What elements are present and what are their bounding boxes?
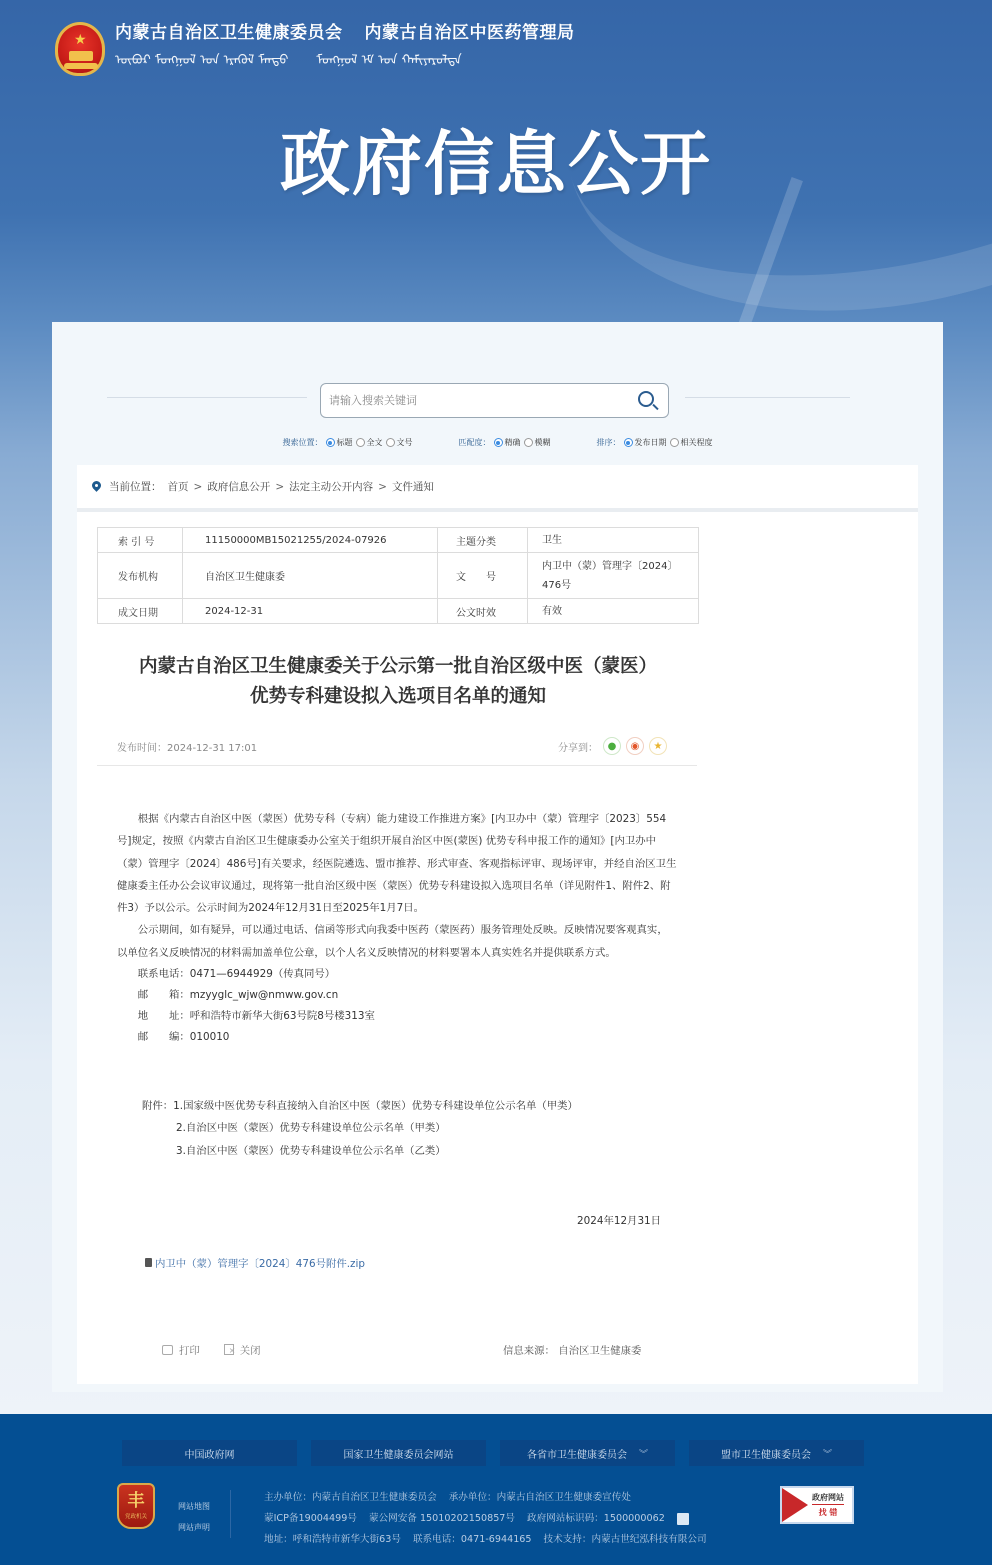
footer-dropdown-provinces[interactable]: 各省市卫生健康委员会 ︾ xyxy=(500,1440,675,1466)
meta-value-doc-number: 内卫中（蒙）管理字〔2024〕476号 xyxy=(528,553,699,599)
table-row xyxy=(98,553,699,599)
paragraph: 公示期间，如有疑异，可以通过电话、信函等形式向我委中医药（蒙医药）服务管理处反映。反映情况要客观真实，以单位名义反映情况的材料需加盖单位公章，以个人名义反映情况的材料要署本人真实姓名并提供联系方式。 xyxy=(117,924,668,959)
breadcrumb-gov-info[interactable]: 政府信息公开 xyxy=(207,481,271,493)
breadcrumb: 当前位置： 首页 > 政府信息公开 > 法定主动公开内容 > 文件通知 xyxy=(77,465,918,508)
divider xyxy=(107,397,307,398)
option-label: 搜索位置： xyxy=(282,438,323,447)
meta-value-category: 卫生 xyxy=(528,528,699,553)
contact-info xyxy=(117,964,677,1048)
attachment-item: 1.国家级中医优势专科直接纳入自治区中医（蒙医）优势专科建设单位公示名单（甲类） xyxy=(173,1100,578,1112)
table-row xyxy=(98,599,699,624)
footer-dropdown-leagues[interactable]: 盟市卫生健康委员会 ︾ xyxy=(689,1440,864,1466)
radio-publish-date[interactable]: 发布日期 xyxy=(624,437,667,448)
breadcrumb-statutory[interactable]: 法定主动公开内容 xyxy=(289,481,374,493)
table-row xyxy=(98,528,699,553)
meta-value-validity: 有效 xyxy=(528,599,699,624)
site-brand[interactable] xyxy=(55,22,575,76)
meta-value-publisher: 自治区卫生健康委 xyxy=(183,553,438,599)
org-name-tcm-bureau: 内蒙古自治区中医药管理局 xyxy=(364,23,575,43)
meta-key-publisher: 发布机构 xyxy=(98,553,183,599)
search-box xyxy=(320,383,669,418)
search-input[interactable] xyxy=(329,394,636,407)
radio-title[interactable]: 标题 xyxy=(326,437,353,448)
divider xyxy=(97,765,697,766)
meta-key-date: 成文日期 xyxy=(98,599,183,624)
party-gov-badge-icon[interactable]: 丰 党政机关 xyxy=(117,1483,155,1529)
meta-key-doc-number: 文 号 xyxy=(438,553,528,599)
find-error-button[interactable]: 政府网站 找 错 xyxy=(780,1486,854,1524)
meta-value-index: 11150000MB15021255/2024-07926 xyxy=(183,528,438,553)
sort-group xyxy=(597,437,713,448)
page-heading: 政府信息公开 xyxy=(280,123,712,205)
print-icon xyxy=(162,1345,173,1355)
statement-link[interactable]: 网站声明 xyxy=(178,1523,210,1532)
national-emblem-icon: ★ xyxy=(55,22,105,76)
radio-relevance[interactable]: 相关程度 xyxy=(670,437,713,448)
contact-phone: 联系电话：0471—6944929（传真同号） xyxy=(137,968,336,981)
share-bar xyxy=(558,737,667,755)
meta-key-index: 索 引 号 xyxy=(98,528,183,553)
icp-link[interactable]: 蒙ICP备19004499号 xyxy=(264,1513,357,1524)
breadcrumb-label: 当前位置： xyxy=(109,481,162,493)
attachment-item: 2.自治区中医（蒙医）优势专科建设单位公示名单（甲类） xyxy=(176,1122,446,1135)
radio-doc-number[interactable]: 文号 xyxy=(386,437,413,448)
footer xyxy=(0,1414,992,1565)
article-content xyxy=(77,512,918,1384)
option-label: 排序： xyxy=(596,438,621,447)
location-pin-icon xyxy=(92,481,101,493)
info-source: 信息来源： 自治区卫生健康委 xyxy=(503,1345,642,1357)
meta-value-date: 2024-12-31 xyxy=(183,599,438,624)
article-body xyxy=(117,808,677,1048)
footer-nav xyxy=(122,1440,864,1466)
weibo-icon[interactable]: ◉ xyxy=(626,737,644,755)
breadcrumb-notices[interactable]: 文件通知 xyxy=(391,481,434,493)
option-label: 匹配度： xyxy=(458,438,491,447)
police-record-link[interactable]: 蒙公网安备 15010202150857号 xyxy=(368,1513,516,1524)
close-button[interactable]: × 关闭 xyxy=(224,1342,261,1357)
main-panel xyxy=(52,322,943,1392)
footer-info: 主办单位：内蒙古自治区卫生健康委员会 承办单位：内蒙古自治区卫生健康委宣传处 蒙ICP备19004499号 蒙公网安备 15010202150857号 政府网站标识码：1500000062 地址：呼和浩特市新华大街63号 联系电话：0471-6944165 技术支持：内蒙古世纪泓科技有限公司 xyxy=(264,1492,707,1545)
contact-email: 邮 箱：mzyyglc_wjw@nmww.gov.cn xyxy=(137,989,339,1002)
publish-info-row xyxy=(117,737,667,755)
attachments-list xyxy=(142,1095,578,1162)
signature-date: 2024年12月31日 xyxy=(577,1215,662,1227)
meta-key-validity: 公文时效 xyxy=(438,599,528,624)
org-name-mongolian: ᠦᠪᠦᠷ ᠮᠣᠩᠭᠣᠯ ᠤᠨ ᠡᠷᠡᠭᠦᠯ ᠮᠡᠨᠳᠦ xyxy=(115,53,289,68)
match-group xyxy=(459,437,551,448)
paragraph: 根据《内蒙古自治区中医（蒙医）优势专科（专病）能力建设工作推进方案》[内卫办中（蒙）管理字〔2023〕554号]规定，按照《内蒙古自治区卫生健康委办公室关于组织开展自治区中医(蒙医) 优势专科申报工作的通知》[内卫办中（蒙）管理字〔2024〕486号]有关要求，经医院遴选、盟市推荐、形式审查、客观指标评审、现场评审，并经自治区卫生健康委主任办公会议审议通过，现将第一批自治区级中医（蒙医）优势专科建设拟入选项目名单（详见附件1、附件2、附件3）予以公示。公示时间为2024年12月31日至2025年1月7日。 xyxy=(117,813,677,915)
publish-time: 发布时间：2024-12-31 17:01 xyxy=(117,742,258,754)
close-icon xyxy=(224,1344,234,1355)
document-meta-table xyxy=(97,527,699,624)
radio-fuzzy[interactable]: 模糊 xyxy=(524,437,551,448)
contact-postcode: 邮 编：010010 xyxy=(137,1031,230,1044)
print-button[interactable]: 打印 xyxy=(162,1342,200,1357)
attachment-item: 3.自治区中医（蒙医）优势专科建设单位公示名单（乙类） xyxy=(176,1144,446,1157)
contact-address: 地 址：呼和浩特市新华大街63号院8号楼313室 xyxy=(137,1010,375,1023)
footer-link-nhc[interactable]: 国家卫生健康委员会网站 xyxy=(311,1440,486,1466)
footer-links xyxy=(178,1496,210,1538)
chevron-down-icon: ︾ xyxy=(638,1449,648,1460)
org-name-mongolian: ᠮᠣᠩᠭᠣᠯ ᠡᠮ ᠤᠨ ᠬᠠᠮᠢᠶᠠᠷᠤᠯᠲᠠ xyxy=(316,53,462,68)
divider xyxy=(230,1490,231,1538)
article-title: 内蒙古自治区卫生健康委关于公示第一批自治区级中医（蒙医） 优势专科建设拟入选项目名单的通知 xyxy=(138,656,657,707)
magnifier-flag-icon xyxy=(782,1488,808,1522)
divider xyxy=(685,397,850,398)
search-options xyxy=(52,437,943,448)
zip-file-icon xyxy=(145,1258,152,1267)
attachment-download-link[interactable]: 内卫中（蒙）管理字〔2024〕476号附件.zip xyxy=(145,1255,365,1270)
chevron-down-icon: ︾ xyxy=(822,1449,832,1460)
share-label: 分享到： xyxy=(558,742,598,754)
article-actions xyxy=(162,1342,261,1357)
sitemap-link[interactable]: 网站地图 xyxy=(178,1502,210,1511)
radio-fulltext[interactable]: 全文 xyxy=(356,437,383,448)
search-icon[interactable] xyxy=(636,389,660,413)
org-name-health-commission: 内蒙古自治区卫生健康委员会 xyxy=(115,23,343,43)
radio-exact[interactable]: 精确 xyxy=(494,437,521,448)
breadcrumb-home[interactable]: 首页 xyxy=(167,481,189,493)
footer-link-gov-cn[interactable]: 中国政府网 xyxy=(122,1440,297,1466)
search-location-group xyxy=(283,437,413,448)
meta-key-category: 主题分类 xyxy=(438,528,528,553)
favorite-icon[interactable]: ★ xyxy=(649,737,667,755)
site-certification-icon[interactable] xyxy=(677,1513,689,1525)
attachments-label: 附件： xyxy=(142,1100,174,1112)
wechat-icon[interactable]: ● xyxy=(603,737,621,755)
